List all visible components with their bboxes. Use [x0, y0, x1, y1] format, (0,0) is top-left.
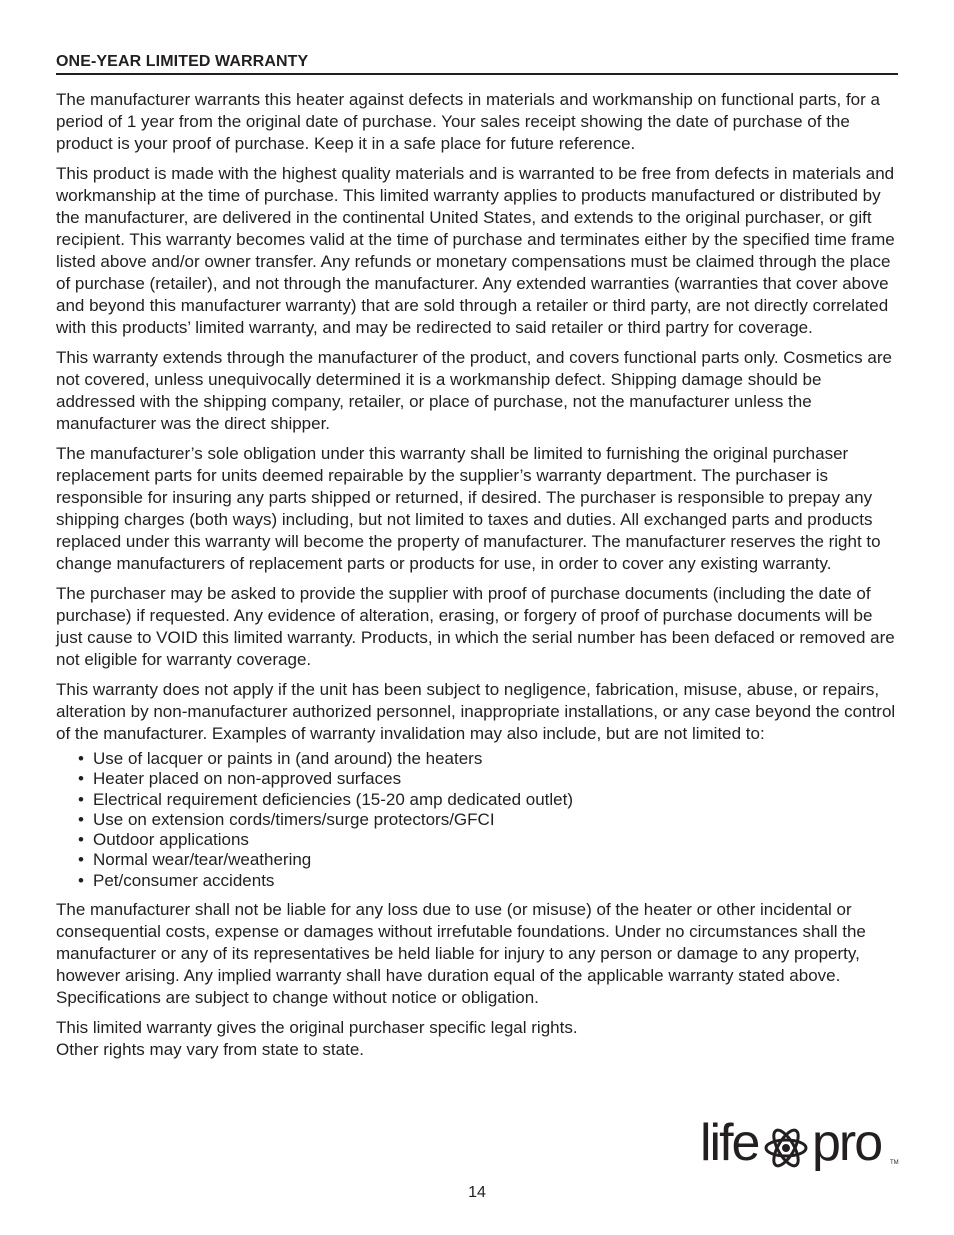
lifepro-logo — [700, 1112, 902, 1178]
list-item: • Electrical requirement deficiencies (15-20 amp dedicated outlet) — [78, 790, 898, 810]
closing-line: Other rights may vary from state to state. — [56, 1040, 364, 1060]
trademark-mark: TM — [890, 1160, 899, 1166]
paragraph-exclusions: This warranty does not apply if the unit has been subject to negligence, fabrication, misuse, abuse, or repairs, alteration by non-manufacturer authorized personnel, inappropriate installations, or any case beyond the control of the manufacturer. Examples of warranty invalidation may also include, but are not limited to: — [56, 680, 896, 743]
logo-text-right: pro — [812, 1114, 882, 1172]
list-item: • Use on extension cords/timers/surge protectors/GFCI — [78, 810, 898, 830]
paragraph-quality-terms: This product is made with the highest quality materials and is warranted to be free from defects in materials and workmanship at the time of purchase. This limited warranty applies to products manufactured or distributed by the manufacturer, are delivered in the continental United States, and extends to the original purchaser, or gift recipient. This warranty becomes valid at the time of purchase and terminates either by the specified time frame listed above and/or owner transfer. Any refunds or monetary compensations must be claimed through the place of purchase (retailer), and not through the manufacturer. Any extended warranties (warranties that cover above and beyond this manufacturer warranty) that are sold through a retailer or third party, are not directly correlated with this products’ limited warranty, and may be redirected to said retailer or third partry for coverage. — [56, 164, 895, 337]
paragraph-coverage-period: The manufacturer warrants this heater against defects in materials and workmanship on functional parts, for a period of 1 year from the original date of purchase. Your sales receipt showing the date of purchase of the product is your proof of purchase. Keep it in a safe place for future reference. — [56, 90, 880, 153]
exclusions-list — [56, 749, 898, 891]
paragraph-proof-of-purchase: The purchaser may be asked to provide the supplier with proof of purchase documents (including the date of purchase) if requested. Any evidence of alteration, erasing, or forgery of proof of purchase documents will be just cause to VOID this limited warranty. Products, in which the serial number has been defaced or removed are not eligible for warranty coverage. — [56, 584, 895, 669]
logo-text-left: life — [700, 1114, 759, 1172]
list-item: • Heater placed on non-approved surfaces — [78, 769, 898, 789]
list-item: • Outdoor applications — [78, 830, 898, 850]
list-item: • Normal wear/tear/weathering — [78, 850, 898, 870]
atom-icon — [766, 1127, 806, 1170]
paragraph-functional-parts: This warranty extends through the manufacturer of the product, and covers functional parts only. Cosmetics are not covered, unless unequivocally determined it is a workmanship defect. Shipping damage should be addressed with the shipping company, retailer, or place of purchase, not the manufacturer unless the manufacturer was the direct shipper. — [56, 348, 892, 433]
section-heading: ONE-YEAR LIMITED WARRANTY — [56, 52, 898, 75]
list-item: • Pet/consumer accidents — [78, 871, 898, 891]
closing-statement — [56, 1017, 656, 1061]
warranty-page — [56, 52, 898, 1061]
paragraph-liability: The manufacturer shall not be liable for any loss due to use (or misuse) of the heater or other incidental or consequential costs, expense or damages without irrefutable foundations. Under no circumstances shall the manufacturer or any of its representatives be held liable for injury to any person or damage to any property, however arising. Any implied warranty shall have duration equal of the applicable warranty stated above. Specifications are subject to change without notice or obligation. — [56, 900, 866, 1008]
paragraph-obligations: The manufacturer’s sole obligation under this warranty shall be limited to furnishing the original purchaser replacement parts for units deemed repairable by the supplier’s warranty department. The purchaser is responsible for insuring any parts shipped or returned, if desired. The purchaser is responsible to prepay any shipping charges (both ways) including, but not limited to taxes and duties. All exchanged parts and products replaced under this warranty will become the property of manufacturer. The manufacturer reserves the right to change manufacturers of replacement parts or products for use, in order to cover any existing warranty. — [56, 444, 881, 573]
list-item: • Use of lacquer or paints in (and around) the heaters — [78, 749, 898, 769]
page-number: 14 — [468, 1184, 486, 1201]
closing-line: This limited warranty gives the original purchaser specific legal rights. — [56, 1018, 578, 1038]
logo-graphic — [700, 1112, 902, 1178]
